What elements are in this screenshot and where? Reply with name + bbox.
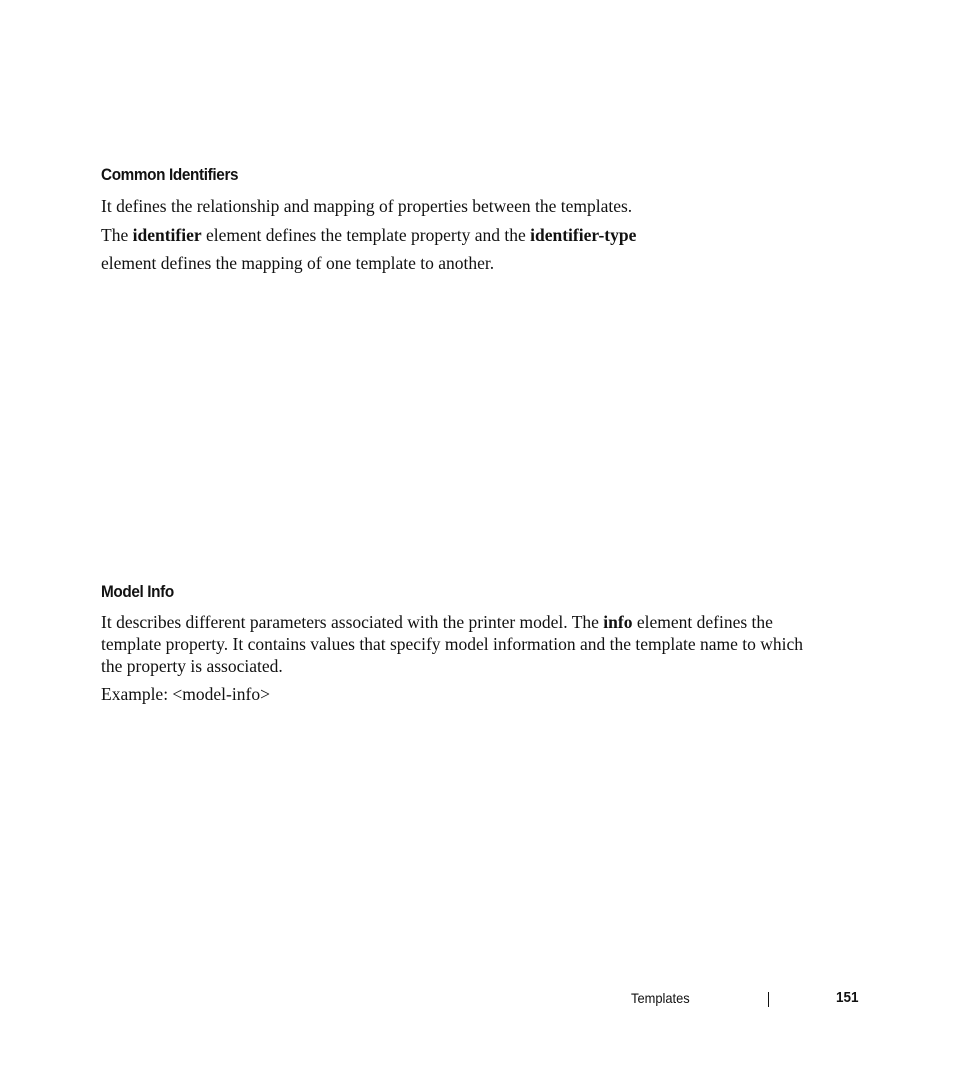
- common-identifiers-paragraph-2-continued: element defines the mapping of one template to another.: [101, 253, 495, 273]
- model-info-paragraph-line-2: template property. It contains values that specify model information and the template name to which: [101, 634, 804, 654]
- footer-divider: [768, 992, 769, 1007]
- model-info-paragraph-line-1: [101, 611, 773, 633]
- section-heading-common-identifiers: Common Identifiers: [101, 165, 239, 184]
- identifier-type-term: identifier-type: [530, 225, 637, 245]
- page-number: 151: [836, 989, 859, 1006]
- model-info-example: Example: <model-info>: [101, 684, 270, 704]
- text-segment: element defines the: [632, 612, 773, 632]
- model-info-paragraph-line-3: the property is associated.: [101, 656, 283, 676]
- info-term: info: [603, 612, 633, 632]
- text-segment: The: [101, 225, 133, 245]
- common-identifiers-paragraph-2: [101, 224, 636, 246]
- footer-section-title: Templates: [631, 990, 690, 1006]
- section-heading-model-info: Model Info: [101, 582, 174, 601]
- text-segment: It describes different parameters associated with the printer model. The: [101, 612, 604, 632]
- text-segment: element defines the template property and the: [201, 225, 531, 245]
- identifier-term: identifier: [132, 225, 202, 245]
- common-identifiers-paragraph-1: It defines the relationship and mapping of properties between the templates.: [101, 196, 633, 216]
